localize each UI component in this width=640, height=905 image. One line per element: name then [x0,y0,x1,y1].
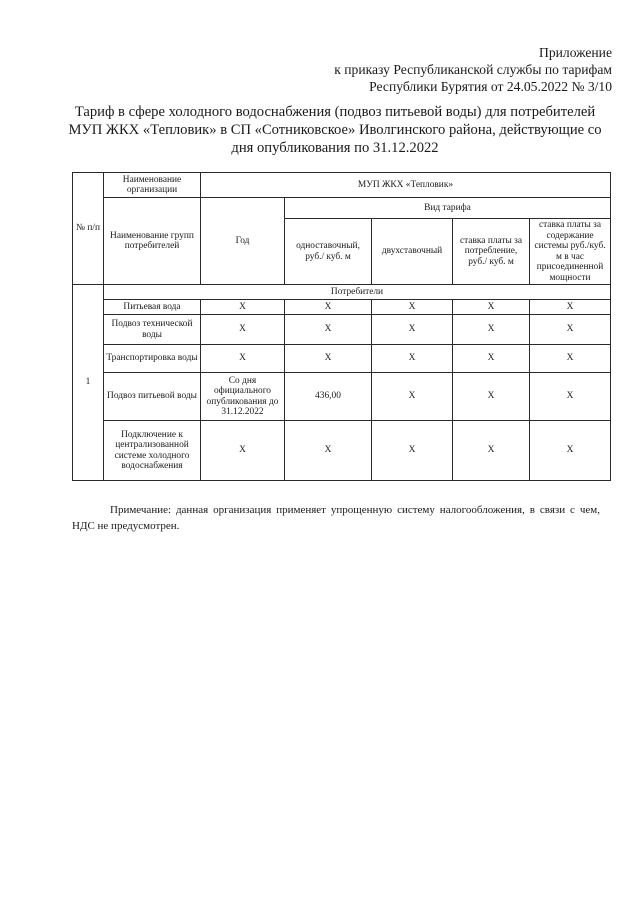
maintenance-rate-header-cell: ставка платы за содержание системы руб./куб. м в час присоединенной мощности [530,219,611,285]
consumption-rate-cell: Х [453,315,530,345]
consumer-group-cell: Питьевая вода [104,300,201,315]
consumer-group-cell: Подключение к централизованной системе холодного водоснабжения [104,421,201,481]
tariff-table [72,172,611,481]
year-cell: Х [201,300,285,315]
two-rate-cell: Х [372,345,453,373]
two-rate-cell: Х [372,373,453,421]
consumption-rate-header-cell: ставка платы за потребление, руб./ куб. м [453,219,530,285]
single-rate-cell: Х [285,315,372,345]
row-number-cell: 1 [73,285,104,481]
two-rate-header-cell: двухставочный [372,219,453,285]
year-cell: Х [201,345,285,373]
maintenance-rate-cell: Х [530,300,611,315]
table-header-row [73,198,611,219]
table-header-row [73,173,611,198]
maintenance-rate-cell: Х [530,315,611,345]
document-header [334,44,612,95]
single-rate-cell: 436,00 [285,373,372,421]
two-rate-cell: Х [372,300,453,315]
table-row [73,315,611,345]
header-appendix-label: Приложение [539,45,612,60]
single-rate-header-cell: одноставочный, руб./ куб. м [285,219,372,285]
consumption-rate-cell: Х [453,373,530,421]
title-line: Тариф в сфере холодного водоснабжения (подвоз питьевой воды) для потребителей [74,104,596,120]
org-name-header-cell: Наименование организации [104,173,201,198]
single-rate-cell: Х [285,300,372,315]
two-rate-cell: Х [372,421,453,481]
org-name-cell: МУП ЖКХ «Тепловик» [201,173,611,198]
consumption-rate-cell: Х [453,300,530,315]
header-order-reference: к приказу Республиканской службы по тарифам [334,62,612,77]
year-cell: Х [201,421,285,481]
footnote: Примечание: данная организация применяет упрощенную систему налогообложения, в связи с чем, НДС не предусмотрен. [72,504,600,532]
table-row [73,285,611,300]
maintenance-rate-cell: Х [530,421,611,481]
consumption-rate-cell: Х [453,345,530,373]
table-row [73,345,611,373]
single-rate-cell: Х [285,345,372,373]
year-cell: Со дня официального опубликования до 31.12.2022 [201,373,285,421]
consumer-group-cell: Подвоз технической воды [104,315,201,345]
consumer-group-cell: Подвоз питьевой воды [104,373,201,421]
header-order-date: Республики Бурятия от 24.05.2022 № 3/10 [369,79,612,94]
document-title [60,103,610,157]
group-header-cell: Наименование групп потребителей [104,198,201,285]
table-row [73,300,611,315]
tariff-type-header-cell: Вид тарифа [285,198,611,219]
title-line: дня опубликования по 31.12.2022 [231,140,439,156]
table-row [73,421,611,481]
year-cell: Х [201,315,285,345]
maintenance-rate-cell: Х [530,345,611,373]
table-row [73,373,611,421]
two-rate-cell: Х [372,315,453,345]
year-header-cell: Год [201,198,285,285]
single-rate-cell: Х [285,421,372,481]
title-line: МУП ЖКХ «Тепловик» в СП «Сотниковское» Иволгинского района, действующие со [68,122,602,138]
consumers-label-cell: Потребители [104,285,611,300]
consumption-rate-cell: Х [453,421,530,481]
consumer-group-cell: Транспортировка воды [104,345,201,373]
num-header-cell: № п/п [73,173,104,285]
maintenance-rate-cell: Х [530,373,611,421]
